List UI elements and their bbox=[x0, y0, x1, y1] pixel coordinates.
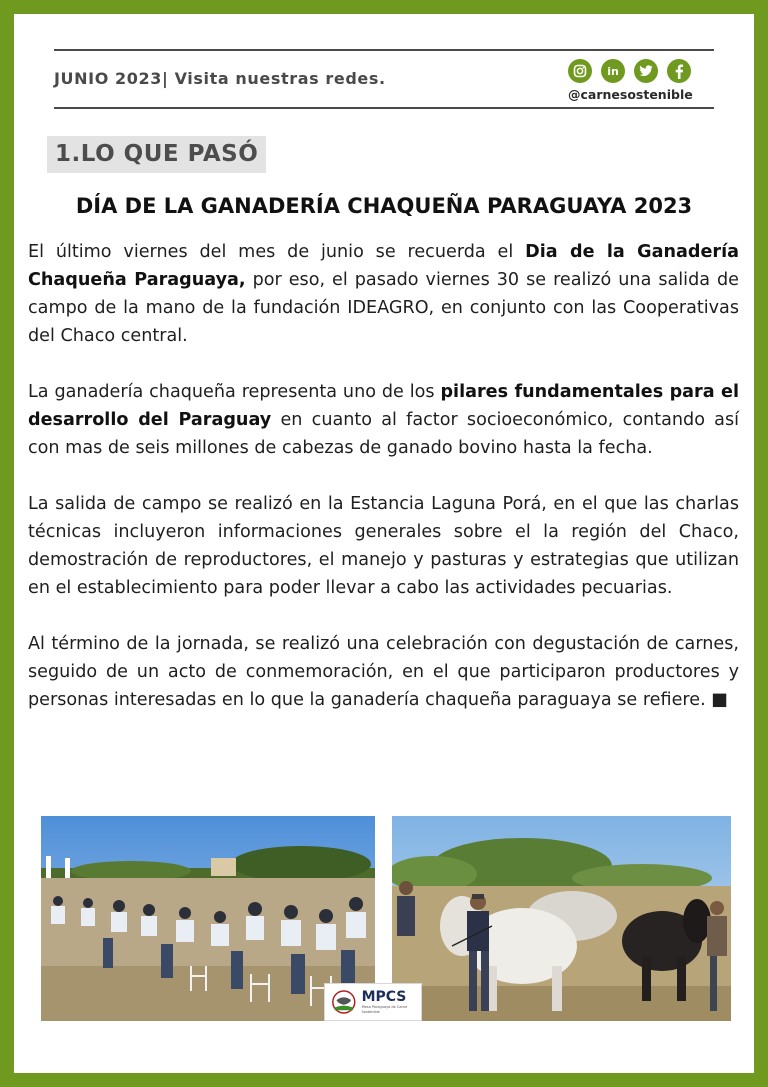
paragraph-2: La ganadería chaqueña representa uno de los pilares fundamentales para el desarrollo del Paraguay en cuanto al factor socioeconómico, contando así con mas de seis millones de cabezas de ganado bovino hasta la fecha. bbox=[28, 382, 739, 458]
issue-date: JUNIO 2023| Visita nuestras redes. bbox=[54, 69, 386, 88]
cow-logo-icon bbox=[331, 988, 357, 1016]
logo-tagline: Mesa Paraguaya de Carne Sostenible bbox=[361, 1004, 408, 1014]
cattle-photo bbox=[392, 816, 731, 1021]
paragraph-3: La salida de campo se realizó en la Estancia Laguna Porá, en el que las charlas técnicas incluyeron informaciones generales sobre el la región del Chaco, demostración de reproductores, el manejo y pasturas y estrategias que utilizan en el establecimiento para poder llevar a cabo las actividades pecuarias. bbox=[28, 494, 739, 598]
instagram-icon[interactable] bbox=[568, 59, 592, 83]
mpcs-logo bbox=[324, 983, 422, 1021]
social-links bbox=[568, 59, 708, 83]
twitter-icon[interactable] bbox=[634, 59, 658, 83]
facebook-icon[interactable] bbox=[667, 59, 691, 83]
photo-strip bbox=[41, 816, 731, 1021]
social-handle[interactable]: @carnesostenible bbox=[568, 87, 693, 102]
article-title: DÍA DE LA GANADERÍA CHAQUEÑA PARAGUAYA 2023 bbox=[75, 194, 693, 218]
paragraph-4: Al término de la jornada, se realizó una celebración con degustación de carnes, seguido de un acto de conmemoración, en el que participaron productores y personas interesadas en lo que la ganadería chaqueña paraguaya se refiere. ■ bbox=[28, 634, 739, 710]
article-body bbox=[28, 238, 739, 742]
logo-name: MPCS bbox=[361, 988, 407, 1005]
header-bottom-rule bbox=[54, 107, 714, 109]
end-mark: ■ bbox=[711, 690, 728, 710]
emphasis-text: Dia de la Ganadería Chaqueña Paraguaya, bbox=[28, 242, 739, 290]
paragraph-1: El último viernes del mes de junio se recuerda el Dia de la Ganadería Chaqueña Paraguaya, por eso, el pasado viernes 30 se realizó una salida de campo de la mano de la fundación IDEAGRO, en conjunto con las Cooperativas del Chaco central. bbox=[28, 242, 739, 346]
newsletter-page bbox=[14, 14, 754, 1073]
section-label: 1.LO QUE PASÓ bbox=[47, 136, 266, 173]
header-top-rule bbox=[54, 49, 714, 51]
emphasis-text: pilares fundamentales para el desarrollo del Paraguay bbox=[28, 382, 739, 430]
linkedin-icon[interactable]: in bbox=[601, 59, 625, 83]
